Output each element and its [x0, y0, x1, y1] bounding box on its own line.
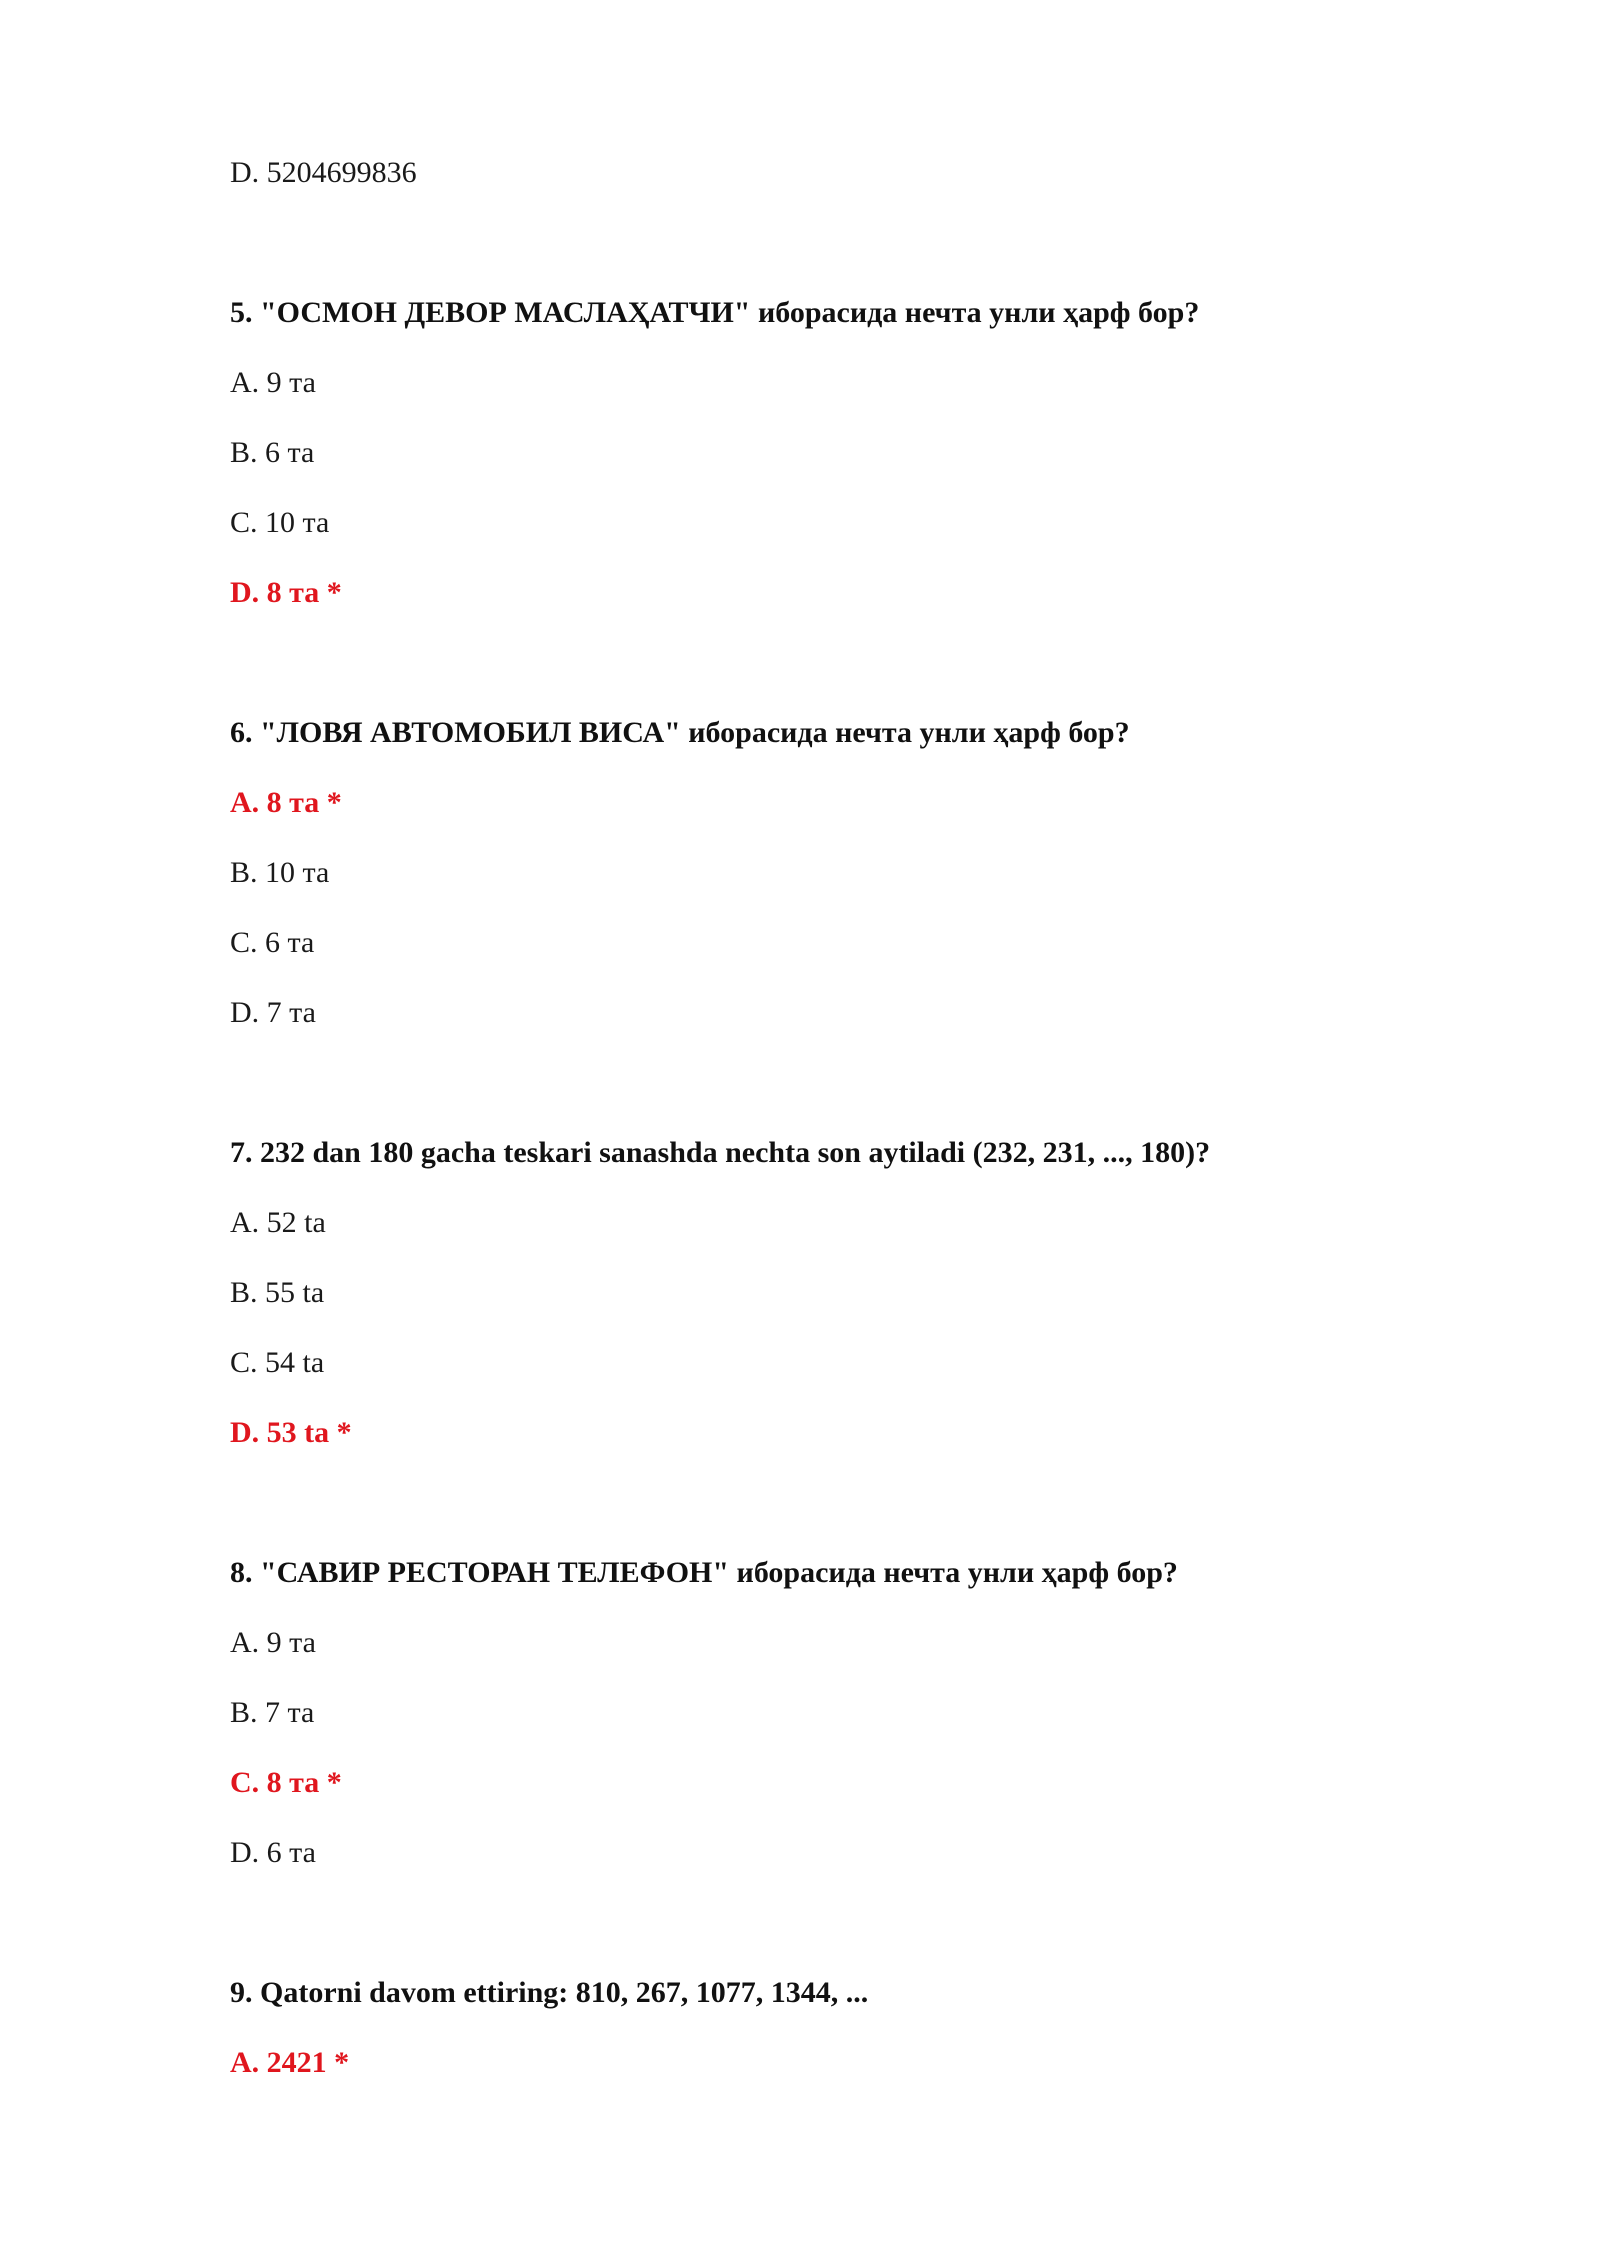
question-6-text: 6. "ЛОВЯ АВТОМОБИЛ ВИСА" иборасида нечта унли ҳарф бор?	[230, 716, 1130, 749]
question-7-option-c: C. 54 ta	[230, 1346, 325, 1379]
question-5-option-b: B. 6 та	[230, 436, 315, 469]
question-7-option-a: A. 52 ta	[230, 1206, 326, 1239]
question-5-option-c: C. 10 та	[230, 506, 330, 539]
prev-question-option-d: D. 5204699836	[230, 156, 417, 189]
question-5-text: 5. "ОСМОН ДЕВОР МАСЛАҲАТЧИ" иборасида нечта унли ҳарф бор?	[230, 296, 1200, 329]
question-8-option-b: B. 7 та	[230, 1696, 315, 1729]
question-7-option-d-correct: D. 53 ta *	[230, 1416, 352, 1449]
question-5-option-d-correct: D. 8 та *	[230, 576, 342, 609]
question-7-text: 7. 232 dan 180 gacha teskari sanashda nechta son aytiladi (232, 231, ..., 180)?	[230, 1136, 1211, 1169]
question-6-option-a-correct: A. 8 та *	[230, 786, 342, 819]
question-7-option-b: B. 55 ta	[230, 1276, 325, 1309]
question-6-option-c: C. 6 та	[230, 926, 315, 959]
question-8-option-c-correct: C. 8 та *	[230, 1766, 342, 1799]
question-6-option-d: D. 7 та	[230, 996, 316, 1029]
question-9-text: 9. Qatorni davom ettiring: 810, 267, 1077, 1344, ...	[230, 1976, 869, 2009]
question-8-option-d: D. 6 та	[230, 1836, 316, 1869]
question-8-option-a: A. 9 та	[230, 1626, 316, 1659]
question-6-option-b: B. 10 та	[230, 856, 330, 889]
question-9-option-a-correct: A. 2421 *	[230, 2046, 350, 2079]
question-8-text: 8. "САВИР РЕСТОРАН ТЕЛЕФОН" иборасида нечта унли ҳарф бор?	[230, 1556, 1178, 1589]
question-5-option-a: A. 9 та	[230, 366, 316, 399]
